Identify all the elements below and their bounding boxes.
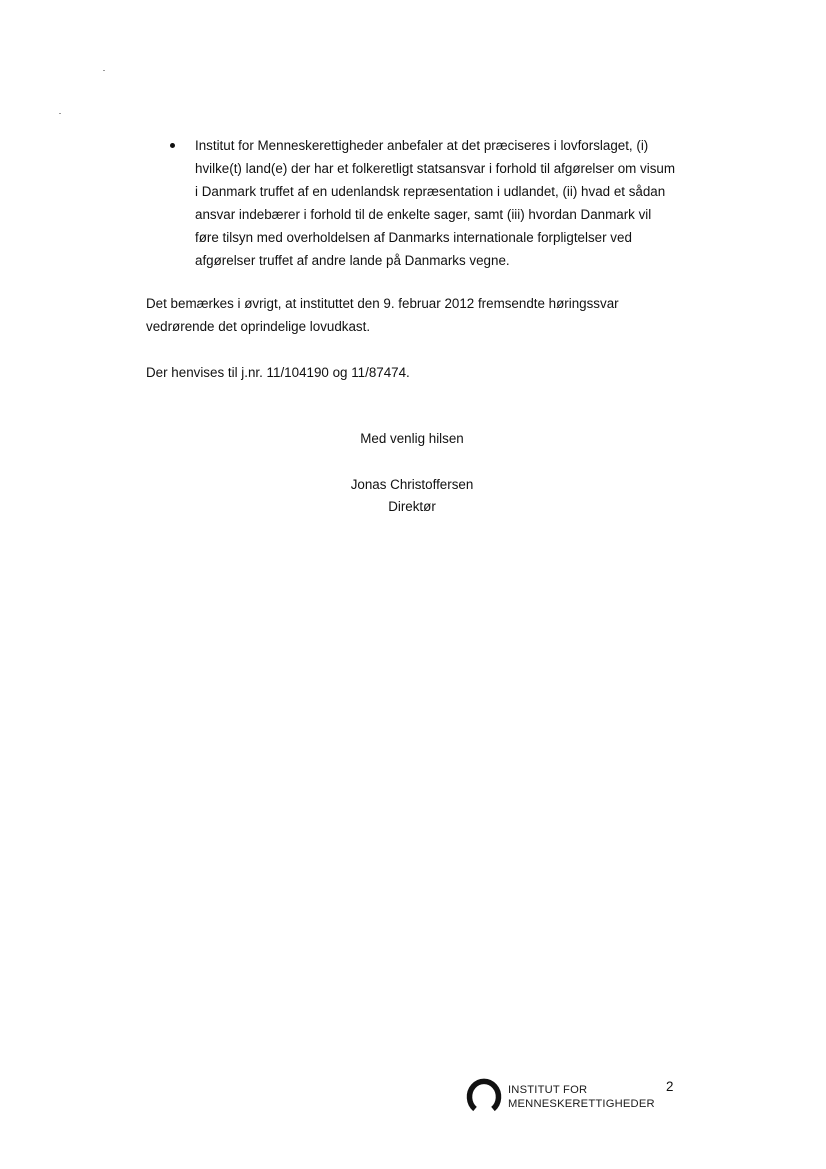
signatory-name: Jonas Christoffersen xyxy=(350,477,474,492)
ring-logo-icon xyxy=(466,1076,502,1114)
scan-speck xyxy=(59,113,61,114)
footer-organization xyxy=(508,1083,655,1111)
signatory-title: Direktør xyxy=(388,499,436,514)
recommendation-text xyxy=(195,134,710,272)
text-line: i Danmark truffet af en udenlandsk repræsentation i udlandet, (ii) hvad et sådan xyxy=(195,184,666,199)
closing-greeting: Med venlig hilsen xyxy=(360,431,464,446)
page-number: 2 xyxy=(666,1079,674,1094)
text-line: ansvar indebærer i forhold til de enkelte sager, samt (iii) hvordan Danmark vil xyxy=(195,207,652,222)
text-line: hvilke(t) land(e) der har et folkeretligt statsansvar i forhold til afgørelser om visum xyxy=(195,161,676,176)
text-line: Det bemærkes i øvrigt, at instituttet den 9. februar 2012 fremsendte høringssvar xyxy=(146,296,619,311)
text-line: føre tilsyn med overholdelsen af Danmarks internationale forpligtelser ved xyxy=(195,230,632,245)
text-line: afgørelser truffet af andre lande på Danmarks vegne. xyxy=(195,253,510,268)
org-name-line: MENNESKERETTIGHEDER xyxy=(508,1098,655,1110)
scan-speck xyxy=(103,70,105,71)
bullet-marker xyxy=(170,143,175,148)
reference-paragraph xyxy=(146,361,410,384)
text-line: vedrørende det oprindelige lovudkast. xyxy=(146,319,371,334)
org-name-line: INSTITUT FOR xyxy=(508,1084,588,1096)
reference-text: Der henvises til j.nr. 11/104190 og 11/87474. xyxy=(146,365,410,380)
text-line: Institut for Menneskerettigheder anbefaler at det præciseres i lovforslaget, (i) xyxy=(195,138,649,153)
note-paragraph xyxy=(146,292,619,338)
